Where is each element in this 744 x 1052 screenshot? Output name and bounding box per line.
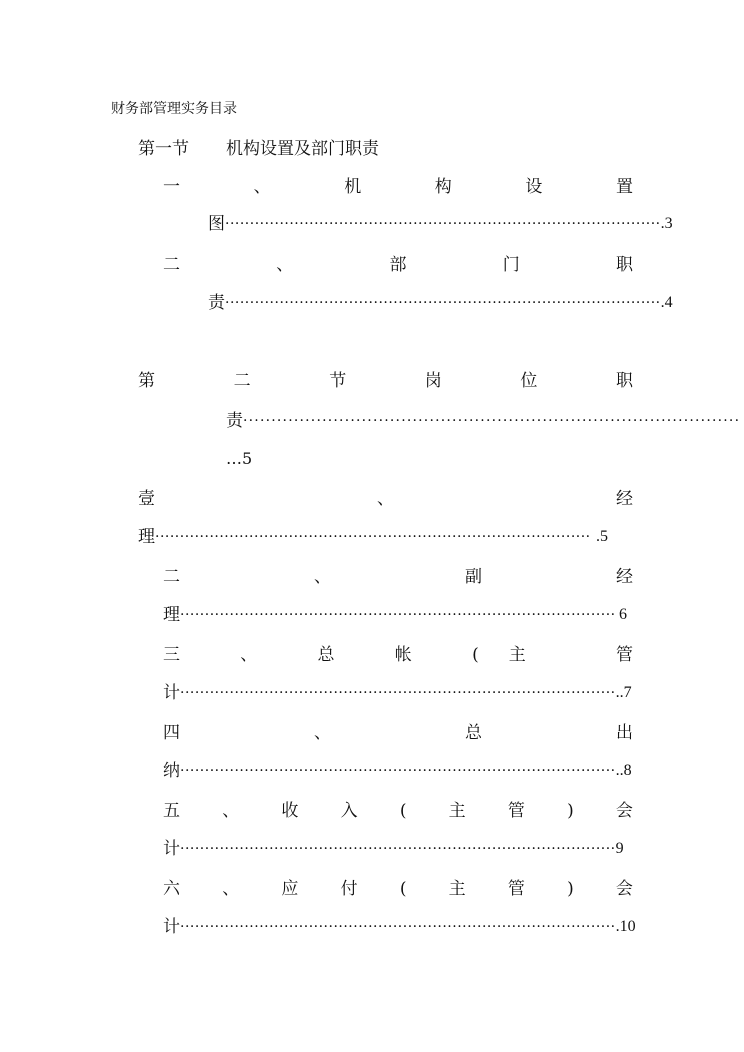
dot-leader: ························································································ [155, 529, 591, 545]
toc-char: 、 [222, 879, 240, 899]
toc-char: 应 [281, 879, 299, 899]
toc-item-org-chart[interactable] [163, 176, 633, 198]
toc-char: 位 [520, 371, 538, 391]
toc-char: 二 [233, 371, 251, 391]
toc-item-income-accountant-leader[interactable] [163, 838, 624, 860]
toc-item-general-ledger-leader[interactable] [163, 682, 632, 704]
dot-leader: ························································································ [180, 763, 616, 779]
toc-char: 职 [616, 255, 633, 275]
page-number: 6 [619, 606, 627, 623]
toc-item-deputy-manager[interactable] [163, 566, 633, 588]
toc-char: 置 [615, 177, 633, 197]
toc-char: 节 [329, 371, 347, 391]
toc-item-payable-accountant-leader[interactable] [163, 916, 636, 938]
section2-heading-page [226, 448, 252, 470]
toc-char: ( [399, 801, 407, 821]
toc-tail: 理 [138, 527, 155, 547]
toc-char: 五 [163, 801, 180, 821]
page-number: .3 [660, 215, 673, 232]
toc-item-deputy-manager-leader[interactable] [163, 604, 627, 626]
toc-char: ) [567, 801, 574, 821]
page-number: 9 [615, 840, 624, 857]
toc-item-cashier-leader[interactable] [163, 760, 632, 782]
toc-char: 二 [163, 567, 180, 587]
dot-leader: ························································································ [243, 413, 741, 429]
section1-heading[interactable] [138, 138, 398, 160]
toc-char: (主 [472, 645, 556, 665]
dot-leader: ························································································ [180, 685, 616, 701]
toc-tail: 计 [163, 683, 180, 703]
toc-tail: 责 [208, 293, 225, 313]
toc-char: 会 [615, 879, 633, 899]
toc-char: 副 [465, 567, 482, 587]
toc-char: 机 [344, 177, 362, 197]
toc-item-income-accountant[interactable] [163, 800, 633, 822]
toc-char: ( [399, 879, 407, 899]
toc-char: 收 [281, 801, 299, 821]
toc-item-manager[interactable] [138, 488, 633, 510]
toc-char: 构 [434, 177, 452, 197]
toc-char: 、 [240, 645, 258, 665]
dot-leader: ························································································ [225, 295, 661, 311]
toc-char: 门 [502, 255, 520, 275]
toc-char: 帐 [394, 645, 412, 665]
section1-title: 机构设置及部门职责 [226, 139, 379, 159]
toc-char: 管 [615, 645, 633, 665]
toc-char: 三 [163, 645, 180, 665]
page-number: ..8 [615, 762, 632, 779]
page-number: …5 [226, 449, 253, 468]
toc-char: 壹 [138, 489, 155, 509]
document-title: 财务部管理实务目录 [111, 101, 237, 117]
toc-char: 主 [448, 879, 466, 899]
toc-tail: 纳 [163, 761, 180, 781]
dot-leader: ························································································ [180, 919, 616, 935]
section1-number: 第一节 [138, 139, 189, 159]
page-number: .5 [596, 528, 608, 545]
toc-char: 付 [340, 879, 358, 899]
toc-item-dept-duties[interactable] [163, 254, 633, 276]
toc-char: 设 [525, 177, 543, 197]
toc-char: 六 [163, 879, 180, 899]
toc-item-manager-leader[interactable] [138, 526, 608, 548]
section2-heading-leader[interactable] [226, 410, 741, 432]
page-number: ..7 [615, 684, 632, 701]
page-number: .10 [615, 918, 636, 935]
toc-tail: 图 [208, 214, 225, 234]
toc-char: 总 [317, 645, 335, 665]
toc-char: 、 [314, 723, 331, 743]
toc-char: 总 [465, 723, 482, 743]
toc-char: 二 [163, 255, 180, 275]
toc-char: 第 [138, 371, 155, 391]
toc-char: 、 [377, 489, 394, 509]
toc-item-cashier[interactable] [163, 722, 633, 744]
toc-char: 经 [616, 489, 633, 509]
toc-char: ) [567, 879, 574, 899]
toc-tail: 计 [163, 917, 180, 937]
page-number: .4 [660, 294, 673, 311]
toc-char: 、 [276, 255, 294, 275]
toc-char: 、 [222, 801, 240, 821]
dot-leader: ························································································ [225, 216, 661, 232]
toc-item-general-ledger[interactable] [163, 644, 633, 666]
toc-char: 入 [340, 801, 358, 821]
toc-char: 经 [616, 567, 633, 587]
dot-leader: ························································································ [180, 607, 616, 623]
toc-char: 岗 [424, 371, 442, 391]
toc-char: 主 [448, 801, 466, 821]
toc-char: 会 [615, 801, 633, 821]
toc-tail: 责 [226, 411, 243, 431]
dot-leader: ························································································ [180, 841, 616, 857]
toc-item-payable-accountant[interactable] [163, 878, 633, 900]
toc-char: 一 [163, 177, 180, 197]
toc-char: 部 [389, 255, 407, 275]
toc-char: 、 [253, 177, 271, 197]
toc-char: 管 [507, 879, 525, 899]
toc-tail: 计 [163, 839, 180, 859]
toc-char: 职 [615, 371, 633, 391]
section2-heading[interactable] [138, 370, 633, 392]
toc-char: 管 [507, 801, 525, 821]
toc-item-org-chart-leader[interactable] [208, 213, 673, 235]
toc-char: 出 [616, 723, 633, 743]
toc-char: 、 [314, 567, 331, 587]
toc-item-dept-duties-leader[interactable] [208, 292, 673, 314]
toc-tail: 理 [163, 605, 180, 625]
toc-char: 四 [163, 723, 180, 743]
